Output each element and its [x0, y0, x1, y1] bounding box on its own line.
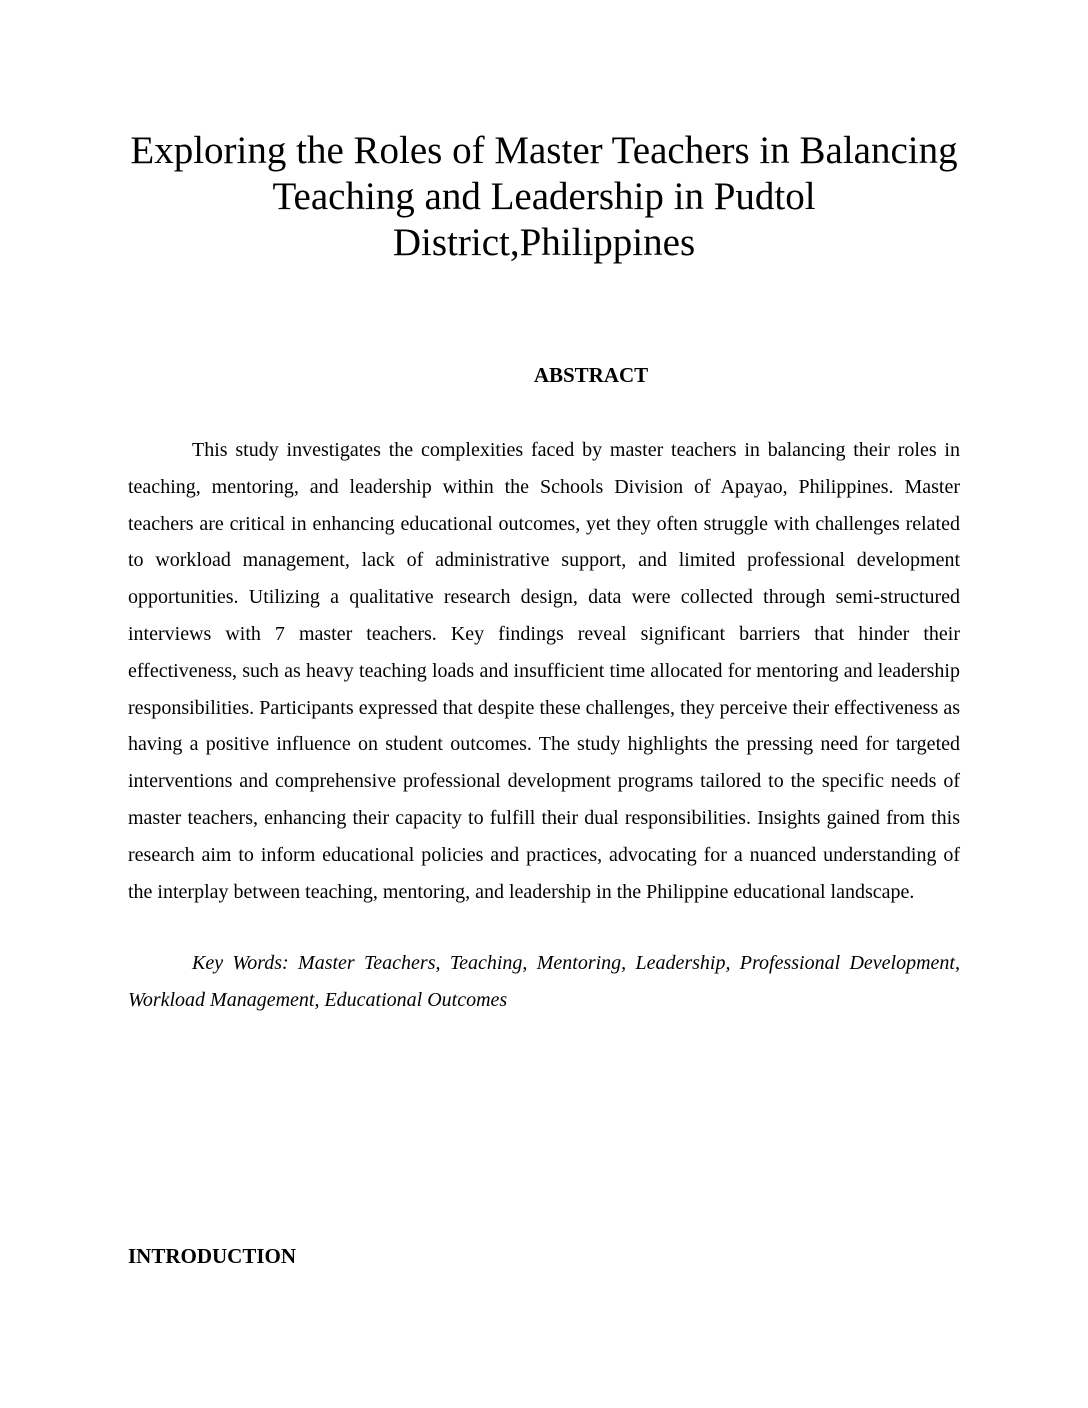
abstract-paragraph: This study investigates the complexities faced by master teachers in balancing their roles in teaching, mentoring, and leadership within the Schools Division of Apayao, Philippines. Master teachers are critical in enhancing educational outcomes, yet they often struggle with challenges related to workload management, lack of administrative support, and limited professional development opportunities. Utilizing a qualitative research design, data were collected through semi-structured interviews with 7 master teachers. Key findings reveal significant barriers that hinder their effectiveness, such as heavy teaching loads and insufficient time allocated for mentoring and leadership responsibilities. Participants expressed that despite these challenges, they perceive their effectiveness as having a positive influence on student outcomes. The study highlights the pressing need for targeted interventions and comprehensive professional development programs tailored to the specific needs of master teachers, enhancing their capacity to fulfill their dual responsibilities. Insights gained from this research aim to inform educational policies and practices, advocating for a nuanced understanding of the interplay between teaching, mentoring, and leadership in the Philippine educational landscape. — [128, 439, 960, 903]
paper-title — [128, 128, 960, 266]
abstract-heading: ABSTRACT — [533, 363, 649, 387]
keywords-paragraph: Key Words: Master Teachers, Teaching, Mentoring, Leadership, Professional Development, Workload Management, Educational Outcomes — [128, 952, 960, 1011]
title-line: Teaching and Leadership in Pudtol — [272, 175, 816, 218]
introduction-heading: INTRODUCTION — [128, 1244, 297, 1268]
title-line: District,Philippines — [392, 221, 696, 264]
title-line: Exploring the Roles of Master Teachers in Balancing — [130, 129, 958, 172]
